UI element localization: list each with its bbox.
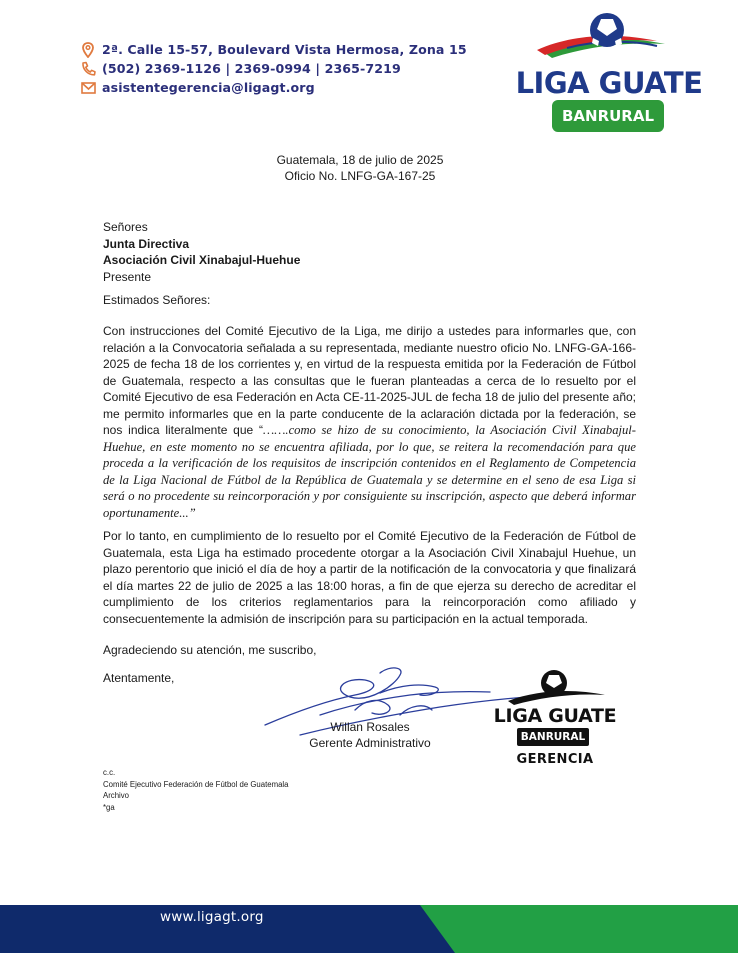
closing-line-1: Agradeciendo su atención, me suscribo, — [103, 643, 317, 657]
body-paragraph-1 — [103, 323, 636, 521]
closing-line-2: Atentamente, — [103, 671, 175, 685]
recipient-line3: Asociación Civil Xinabajul-Huehue — [103, 253, 301, 268]
oficio-number: Oficio No. LNFG-GA-167-25 — [284, 169, 436, 183]
phone-row — [80, 59, 467, 78]
recipient-line4: Presente — [103, 269, 152, 284]
stamp-subtitle: GERENCIA — [516, 752, 594, 767]
stamp-title: LIGA GUATE — [493, 705, 617, 727]
federation-quote: …….como se hizo de su conocimiento, la Asociación Civil Xinabajul-Huehue, en este momento no se encuentra afiliada, por lo que, se reitera la recomendación para que proceda a la verificación de los requisitos de inscripción contenidos en el Reglamento de Competencia de la Liga Nacional de Fútbol de la República de Guatemala y se determine en el seno de esa Liga si será o no procedente su reincorporación y por consiguiente su inscripción, aspecto que deberá informar oportunamente...” — [103, 423, 636, 520]
stamp-ball-icon — [480, 665, 630, 707]
address-text: 2ª. Calle 15-57, Boulevard Vista Hermosa, Zona 15 — [102, 42, 467, 57]
stamp-banner: BANRURAL — [517, 728, 589, 746]
paragraph-1-intro: Con instrucciones del Comité Ejecutivo de la Liga, me dirijo a ustedes para informarles que, con relación a la Convocatoria señalada a su representada, mediante nuestro oficio No. LNFG-GA-166-2025 de fecha 18 de los corrientes y, en virtud de la respuesta emitida por la Federación de Fútbol de Guatemala, respecto a las consultas que le fueran planteadas a cerca de lo resuelto por el Comité Ejecutivo de esa Federación en Acta CE-11-2025-JUL de fecha 18 de julio del presente año; me permito informarles que en la parte conducente de la aclaración dictada por la federación, se nos indica literalmente que “ — [103, 324, 636, 437]
logo-title: LIGA GUATE — [515, 66, 703, 100]
phone-icon — [80, 61, 100, 77]
signer-block — [300, 719, 440, 751]
location-pin-icon — [80, 42, 100, 58]
address-row — [80, 40, 467, 59]
recipient-line2: Junta Directiva — [103, 236, 190, 251]
logo-banner: BANRURAL — [552, 100, 664, 132]
body-paragraph-2: Por lo tanto, en cumplimiento de lo resuelto por el Comité Ejecutivo de la Federación de Fútbol de Guatemala, esta Liga ha estimado procedente otorgar a la Asociación Civil Xinabajul Huehue, un plazo perentorio que inició el día de hoy a partir de la notificación de la convocatoria y que finalizará el día martes 22 de julio de 2025 a las 18:00 horas, a fin de que ejerza su derecho de acreditar el cumplimiento de los criterios reglamentarios para la reincorporación como afiliado y consecuentemente la admisión de inscripción para su participación en la actual temporada. — [103, 529, 636, 626]
cc-line3: *ga — [103, 802, 115, 812]
email-text: asistentegerencia@ligagt.org — [102, 80, 315, 95]
salutation: Estimados Señores: — [103, 293, 211, 307]
email-row — [80, 78, 467, 97]
signer-name: Willan Rosales — [330, 720, 410, 734]
gerencia-stamp — [480, 665, 630, 770]
cc-label: c.c. — [103, 768, 116, 777]
date-block — [270, 152, 450, 184]
signer-title: Gerente Administrativo — [309, 736, 431, 750]
logo-swoosh-ball-icon — [497, 8, 717, 68]
liga-guate-logo — [497, 8, 717, 130]
phone-text: (502) 2369-1126 | 2369-0994 | 2365-7219 — [102, 61, 401, 76]
recipient-line1: Señores — [103, 220, 148, 234]
recipient-block — [103, 219, 300, 285]
envelope-icon — [80, 80, 100, 96]
cc-line2: Archivo — [103, 791, 129, 800]
cc-block — [103, 767, 289, 813]
footer-band — [0, 905, 738, 953]
footer-website-link[interactable]: www.ligagt.org — [160, 909, 264, 925]
place-date: Guatemala, 18 de julio de 2025 — [276, 153, 444, 167]
letterhead-contact — [80, 40, 467, 97]
cc-line1: Comité Ejecutivo Federación de Fútbol de Guatemala — [103, 779, 289, 789]
